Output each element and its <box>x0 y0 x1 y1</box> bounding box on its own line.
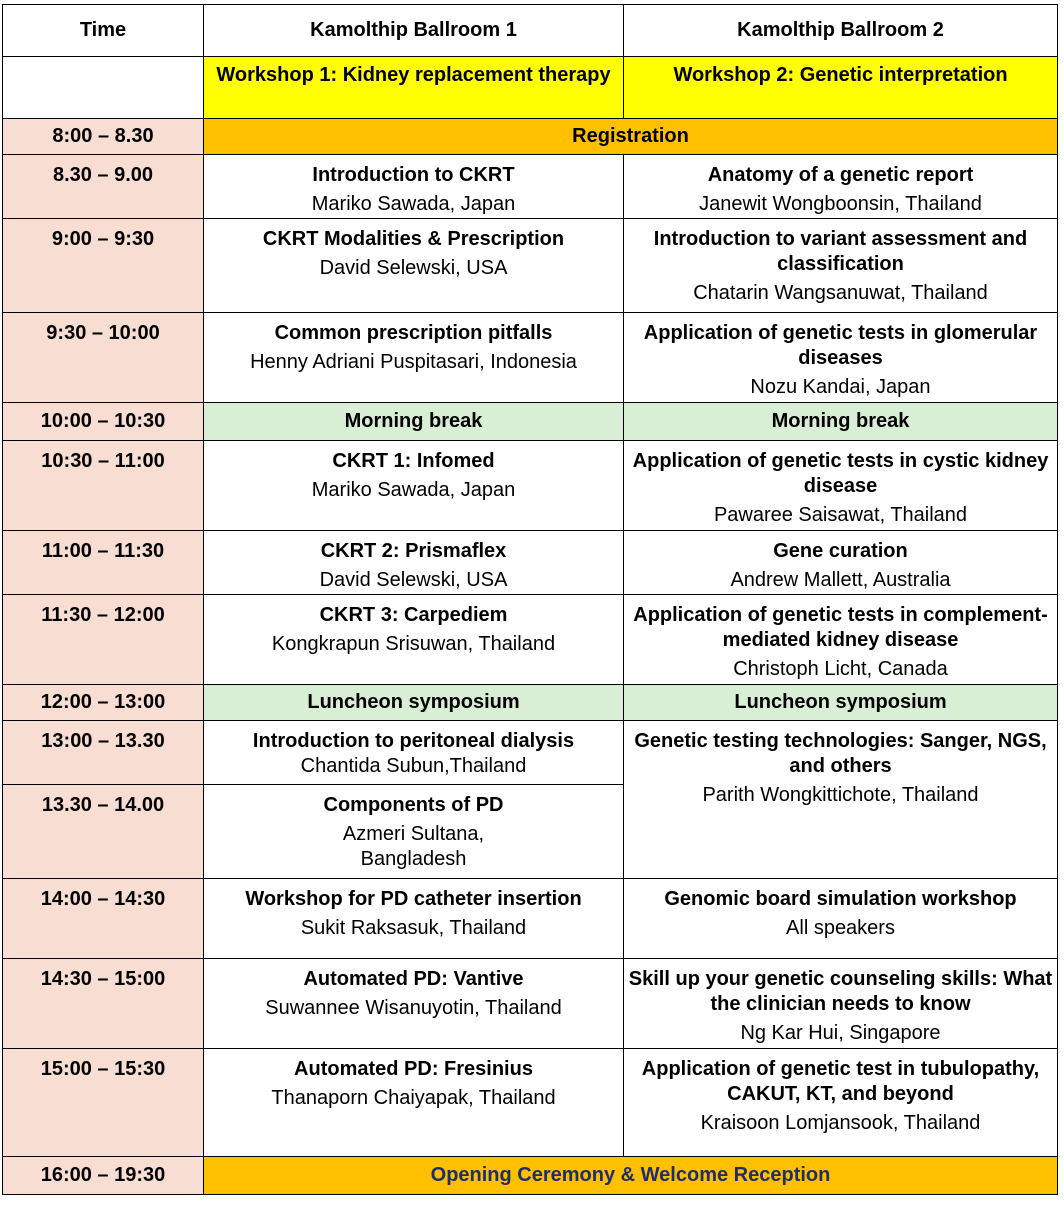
room2-session <box>624 595 1058 685</box>
session-speaker: Azmeri Sultana, <box>342 823 485 845</box>
registration-row <box>3 119 1058 155</box>
session-title: Introduction to variant assessment and classification <box>653 228 1028 275</box>
session-speaker: Mariko Sawada, Japan <box>311 479 516 501</box>
session-title: CKRT 2: Prismaflex <box>320 540 507 562</box>
time-cell: 8.30 – 9.00 <box>3 155 204 219</box>
session-speaker: Kraisoon Lomjansook, Thailand <box>700 1112 981 1134</box>
session-title: Automated PD: Fresinius <box>294 1058 533 1080</box>
time-cell: 8:00 – 8.30 <box>3 119 204 155</box>
room2-session <box>624 959 1058 1049</box>
workshop1-title: Workshop 1: Kidney replacement therapy <box>204 57 624 119</box>
time-cell: 9:00 – 9:30 <box>3 219 204 313</box>
session-speaker: Chatarin Wangsanuwat, Thailand <box>693 282 988 304</box>
session-title: Introduction to peritoneal dialysis <box>252 730 575 752</box>
workshop-row <box>3 57 1058 119</box>
time-cell: 13:00 – 13.30 <box>3 721 204 785</box>
session-speaker: Mariko Sawada, Japan <box>311 193 516 215</box>
session-title: Workshop for PD catheter insertion <box>245 888 582 910</box>
time-cell: 14:00 – 14:30 <box>3 879 204 959</box>
room1-session <box>204 313 624 403</box>
room1-session <box>204 219 624 313</box>
session-speaker: Suwannee Wisanuyotin, Thailand <box>265 997 562 1019</box>
workshop2-title: Workshop 2: Genetic interpretation <box>624 57 1058 119</box>
session-row <box>3 219 1058 313</box>
time-cell: 11:30 – 12:00 <box>3 595 204 685</box>
room2-break: Morning break <box>624 403 1058 441</box>
time-cell: 9:30 – 10:00 <box>3 313 204 403</box>
session-title: Skill up your genetic counseling skills: What the clinician needs to know <box>628 968 1053 1015</box>
time-cell: 13.30 – 14.00 <box>3 785 204 879</box>
session-speaker: David Selewski, USA <box>319 257 508 279</box>
room2-session <box>624 879 1058 959</box>
registration-label: Registration <box>204 119 1058 155</box>
session-title: Application of genetic test in tubulopathy, CAKUT, KT, and beyond <box>641 1058 1040 1105</box>
session-row <box>3 1049 1058 1157</box>
time-cell: 15:00 – 15:30 <box>3 1049 204 1157</box>
time-cell: 11:00 – 11:30 <box>3 531 204 595</box>
room1-session <box>204 441 624 531</box>
room1-break: Morning break <box>204 403 624 441</box>
room1-session <box>204 1049 624 1157</box>
workshop-time-empty <box>3 57 204 119</box>
time-cell: 16:00 – 19:30 <box>3 1157 204 1195</box>
break-row <box>3 403 1058 441</box>
time-cell: 14:30 – 15:00 <box>3 959 204 1049</box>
session-speaker: Chantida Subun,Thailand <box>300 755 527 777</box>
session-speaker: Pawaree Saisawat, Thailand <box>713 504 968 526</box>
session-title: Anatomy of a genetic report <box>707 164 974 186</box>
session-title: Application of genetic tests in cystic kidney disease <box>632 450 1049 497</box>
session-row <box>3 879 1058 959</box>
room2-lunch: Luncheon symposium <box>624 685 1058 721</box>
time-cell: 12:00 – 13:00 <box>3 685 204 721</box>
session-row <box>3 959 1058 1049</box>
session-title: CKRT 3: Carpediem <box>319 604 508 626</box>
session-speaker: Kongkrapun Srisuwan, Thailand <box>271 633 556 655</box>
room2-session <box>624 155 1058 219</box>
room1-lunch: Luncheon symposium <box>204 685 624 721</box>
session-row <box>3 595 1058 685</box>
session-row <box>3 721 1058 785</box>
session-title: Gene curation <box>773 540 908 562</box>
room1-session <box>204 879 624 959</box>
break-row <box>3 685 1058 721</box>
schedule-table <box>2 4 1058 1195</box>
time-cell: 10:30 – 11:00 <box>3 441 204 531</box>
session-title: Common prescription pitfalls <box>274 322 553 344</box>
session-title: Application of genetic tests in glomerular diseases <box>643 322 1038 369</box>
opening-row <box>3 1157 1058 1195</box>
header-row <box>3 5 1058 57</box>
room2-session <box>624 1049 1058 1157</box>
room1-header: Kamolthip Ballroom 1 <box>204 5 624 57</box>
session-speaker: All speakers <box>786 917 895 939</box>
session-speaker: Sukit Raksasuk, Thailand <box>300 917 527 939</box>
session-speaker: Thanaporn Chaiyapak, Thailand <box>271 1087 556 1109</box>
session-speaker: Janewit Wongboonsin, Thailand <box>699 193 982 215</box>
room1-session <box>204 531 624 595</box>
session-title: Application of genetic tests in complement-mediated kidney disease <box>633 604 1048 651</box>
room1-session <box>204 721 624 785</box>
session-row <box>3 313 1058 403</box>
session-speaker: Nozu Kandai, Japan <box>750 376 931 398</box>
session-speaker: Ng Kar Hui, Singapore <box>740 1022 941 1044</box>
session-speaker-country: Bangladesh <box>360 848 467 870</box>
session-speaker: Henny Adriani Puspitasari, Indonesia <box>250 351 577 373</box>
room2-session <box>624 531 1058 595</box>
time-header: Time <box>3 5 204 57</box>
session-row <box>3 531 1058 595</box>
session-speaker: Andrew Mallett, Australia <box>730 569 951 591</box>
time-cell: 10:00 – 10:30 <box>3 403 204 441</box>
room2-session <box>624 441 1058 531</box>
room1-session <box>204 785 624 879</box>
session-title: Automated PD: Vantive <box>303 968 524 990</box>
session-row <box>3 155 1058 219</box>
opening-ceremony-label: Opening Ceremony & Welcome Reception <box>204 1157 1058 1195</box>
session-title: Genetic testing technologies: Sanger, NGS, and others <box>634 730 1047 777</box>
session-title: Genomic board simulation workshop <box>664 888 1017 910</box>
session-speaker: David Selewski, USA <box>319 569 508 591</box>
room2-session <box>624 721 1058 879</box>
room1-session <box>204 595 624 685</box>
room2-session <box>624 313 1058 403</box>
room2-header: Kamolthip Ballroom 2 <box>624 5 1058 57</box>
room1-session <box>204 155 624 219</box>
session-title: CKRT Modalities & Prescription <box>262 228 565 250</box>
room2-session <box>624 219 1058 313</box>
session-speaker: Christoph Licht, Canada <box>733 658 948 680</box>
session-row <box>3 441 1058 531</box>
room1-session <box>204 959 624 1049</box>
session-title: Components of PD <box>323 794 504 816</box>
session-title: CKRT 1: Infomed <box>332 450 495 472</box>
session-speaker: Parith Wongkittichote, Thailand <box>702 784 979 806</box>
session-title: Introduction to CKRT <box>312 164 515 186</box>
